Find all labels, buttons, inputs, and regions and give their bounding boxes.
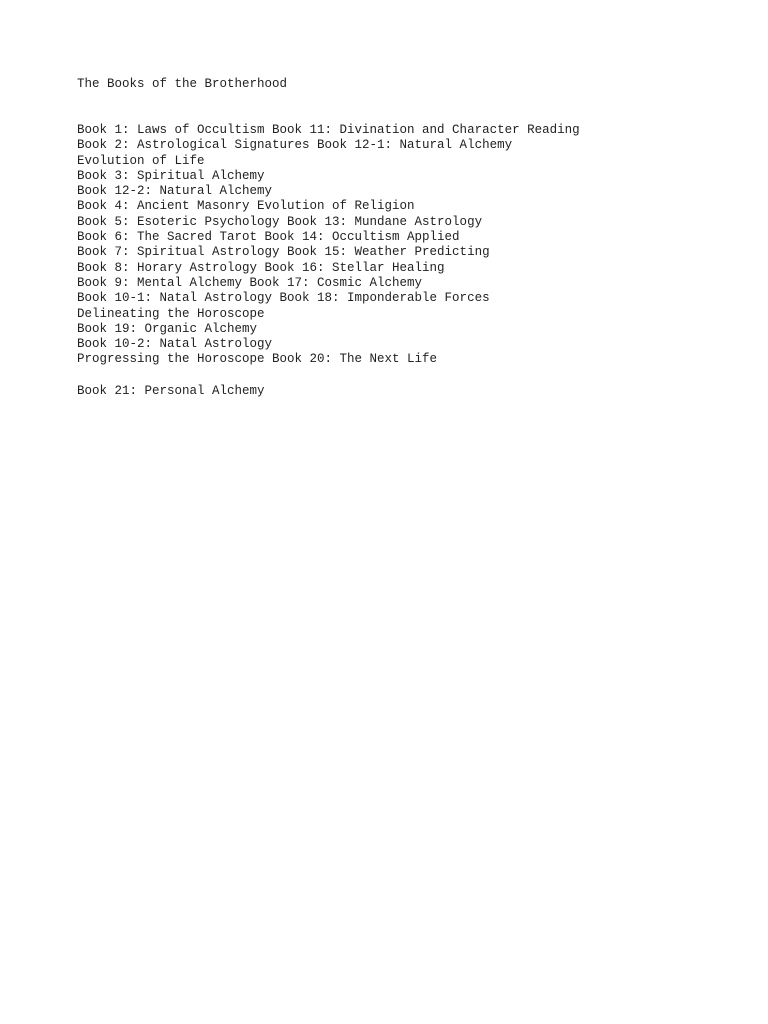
list-item: Book 6: The Sacred Tarot Book 14: Occultism Applied: [77, 230, 460, 245]
list-item: Book 8: Horary Astrology Book 16: Stellar Healing: [77, 260, 445, 275]
list-item: Book 21: Personal Alchemy: [77, 383, 265, 398]
list-item: Book 2: Astrological Signatures Book 12-1: Natural Alchemy: [77, 138, 513, 153]
list-item: Book 9: Mental Alchemy Book 17: Cosmic Alchemy: [77, 275, 423, 290]
book-list: [77, 123, 580, 399]
list-item: Progressing the Horoscope Book 20: The Next Life: [77, 352, 438, 367]
list-item: Book 5: Esoteric Psychology Book 13: Mundane Astrology: [77, 214, 483, 229]
list-item: Evolution of Life: [77, 153, 205, 168]
list-item: Book 3: Spiritual Alchemy: [77, 168, 265, 183]
list-item: Book 19: Organic Alchemy: [77, 321, 258, 336]
list-item: Book 10-2: Natal Astrology: [77, 337, 273, 352]
list-item: Delineating the Horoscope: [77, 306, 265, 321]
document-title: The Books of the Brotherhood: [77, 77, 288, 91]
list-item: Book 12-2: Natural Alchemy: [77, 184, 273, 199]
list-item: Book 4: Ancient Masonry Evolution of Religion: [77, 199, 415, 214]
list-item: Book 1: Laws of Occultism Book 11: Divination and Character Reading: [77, 123, 580, 137]
list-item: Book 10-1: Natal Astrology Book 18: Imponderable Forces: [77, 291, 490, 306]
list-item: Book 7: Spiritual Astrology Book 15: Weather Predicting: [77, 245, 490, 260]
